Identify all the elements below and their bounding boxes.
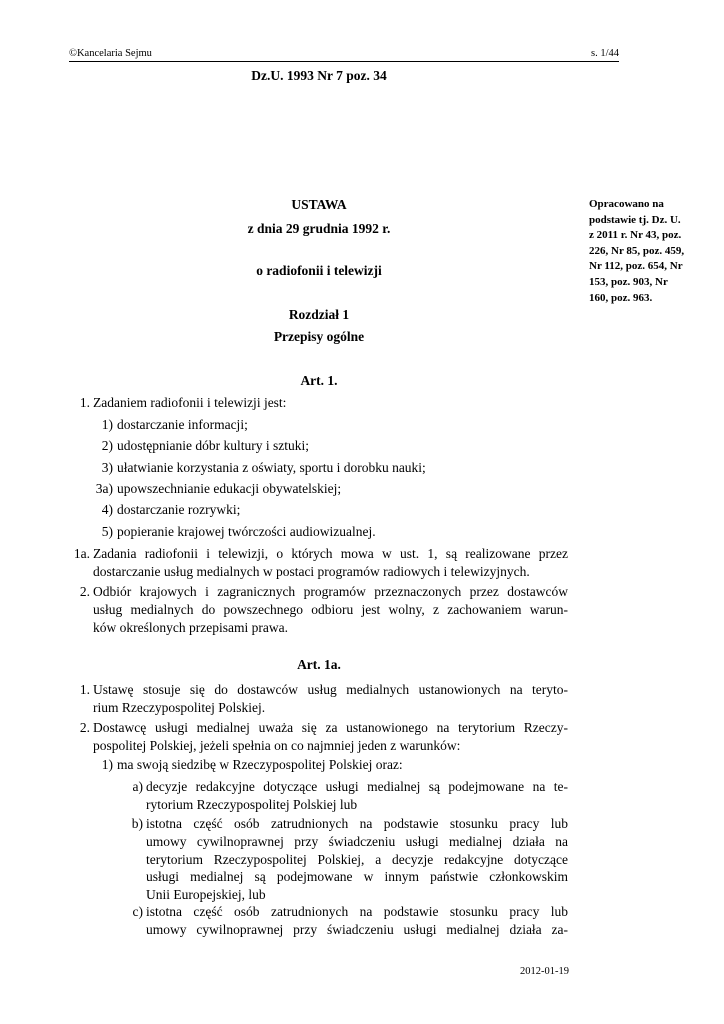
text-line: Odbiór krajowych i zagranicznych programów przeznaczonych przez dostawców xyxy=(93,584,568,599)
footer-date: 2012-01-19 xyxy=(520,966,569,977)
article-1-heading: Art. 1. xyxy=(300,373,338,388)
text-line: umowy cywilnoprawnej przy świadczeniu usługi medialnej działa za- xyxy=(146,921,568,937)
note-line: podstawie tj. Dz. U. xyxy=(589,213,681,226)
art1-item-number: 5) xyxy=(101,524,113,539)
text-line: Ustawę stosuje się do dostawców usług medialnych ustanowionych na teryto- xyxy=(93,682,568,697)
text-line: usługi medialnej są podejmowane w innym państwie członkowskim xyxy=(146,869,568,885)
art1a-para1-number: 1. xyxy=(79,682,90,697)
act-type: USTAWA xyxy=(291,197,347,212)
text-line: Dostawcę usługi medialnej uważa się za ustanowionego na terytorium Rzeczy- xyxy=(93,720,568,735)
art1-para1a-text xyxy=(93,545,568,581)
art1a-para2-number: 2. xyxy=(79,720,90,735)
art1a-sub-c-text xyxy=(146,903,568,939)
text-line: umowy cywilnoprawnej przy świadczeniu usługi medialnej działa na xyxy=(146,833,568,849)
text-line: ków określonych przepisami prawa. xyxy=(93,619,288,635)
text-line: rium Rzeczypospolitej Polskiej. xyxy=(93,699,266,715)
header-divider xyxy=(69,61,619,62)
art1-item-number: 3) xyxy=(101,460,113,475)
art1-item-text: udostępnianie dóbr kultury i sztuki; xyxy=(117,438,309,453)
art1-item-text: dostarczanie informacji; xyxy=(117,417,248,432)
art1-item-text: upowszechnianie edukacji obywatelskiej; xyxy=(117,481,342,496)
art1a-item1-number: 1) xyxy=(101,757,113,772)
art1-para2-text xyxy=(93,583,568,636)
art1-item-number: 4) xyxy=(101,502,113,517)
art1a-sub-c-letter: c) xyxy=(132,904,143,919)
text-line: Unii Europejskiej, lub xyxy=(146,887,266,903)
header-page-number: s. 1/44 xyxy=(590,48,619,59)
article-1a-heading: Art. 1a. xyxy=(297,657,341,672)
art1-para1-number: 1. xyxy=(79,395,90,410)
note-line: Opracowano na xyxy=(589,198,664,210)
text-line: dostarczanie usług medialnych w postaci programów radiowych i telewizyjnych. xyxy=(93,563,530,579)
art1a-sub-a-text xyxy=(146,778,568,814)
note-line: 160, poz. 963. xyxy=(589,291,653,304)
art1a-sub-a-letter: a) xyxy=(132,779,143,794)
act-date: z dnia 29 grudnia 1992 r. xyxy=(247,221,391,236)
art1-para1-text: Zadaniem radiofonii i telewizji jest: xyxy=(93,395,287,410)
art1-para2-number: 2. xyxy=(79,584,90,599)
art1a-para1-text xyxy=(93,681,568,717)
note-line: z 2011 r. Nr 43, poz. xyxy=(589,229,682,242)
text-line: istotna część osób zatrudnionych na podstawie stosunku pracy lub xyxy=(146,904,568,919)
art1a-sub-b-text xyxy=(146,815,568,904)
art1a-item1-text: ma swoją siedzibę w Rzeczypospolitej Polskiej oraz: xyxy=(117,757,403,772)
journal-citation: Dz.U. 1993 Nr 7 poz. 34 xyxy=(251,68,387,83)
art1-item-text: popieranie krajowej twórczości audiowizualnej. xyxy=(117,524,376,539)
art1-item-number: 3a) xyxy=(95,481,113,496)
art1-item-text: dostarczanie rozrywki; xyxy=(117,502,241,517)
art1-item-number: 1) xyxy=(101,417,113,432)
text-line: Zadania radiofonii i telewizji, o których mowa w ust. 1, są realizowane przez xyxy=(93,546,568,561)
text-line: terytorium Rzeczypospolitej Polskiej, a decyzje redakcyjne dotyczące xyxy=(146,851,568,867)
note-line: 226, Nr 85, poz. 459, xyxy=(589,244,685,257)
note-line: Nr 112, poz. 654, Nr xyxy=(589,260,683,273)
note-line: 153, poz. 903, Nr xyxy=(589,275,668,288)
art1-item-text: ułatwianie korzystania z oświaty, sportu i dorobku nauki; xyxy=(117,460,426,475)
chapter-title: Przepisy ogólne xyxy=(273,329,365,344)
art1a-para2-text xyxy=(93,719,568,755)
text-line: usług medialnych do powszechnego odbioru jest wolny, z zachowaniem warun- xyxy=(93,601,568,617)
consolidation-note xyxy=(589,197,707,306)
art1-para1a-number: 1a. xyxy=(73,546,90,561)
chapter-number: Rozdział 1 xyxy=(288,307,350,322)
act-subject: o radiofonii i telewizji xyxy=(256,263,382,278)
text-line: decyzje redakcyjne dotyczące usługi medialnej są podejmowane na te- xyxy=(146,779,568,794)
text-line: pospolitej Polskiej, jeżeli spełnia on co najmniej jeden z warunków: xyxy=(93,737,461,753)
header-publisher: ©Kancelaria Sejmu xyxy=(69,48,152,59)
text-line: rytorium Rzeczypospolitej Polskiej lub xyxy=(146,796,358,812)
art1a-sub-b-letter: b) xyxy=(131,816,143,831)
text-line: istotna część osób zatrudnionych na podstawie stosunku pracy lub xyxy=(146,816,568,831)
art1-item-number: 2) xyxy=(101,438,113,453)
